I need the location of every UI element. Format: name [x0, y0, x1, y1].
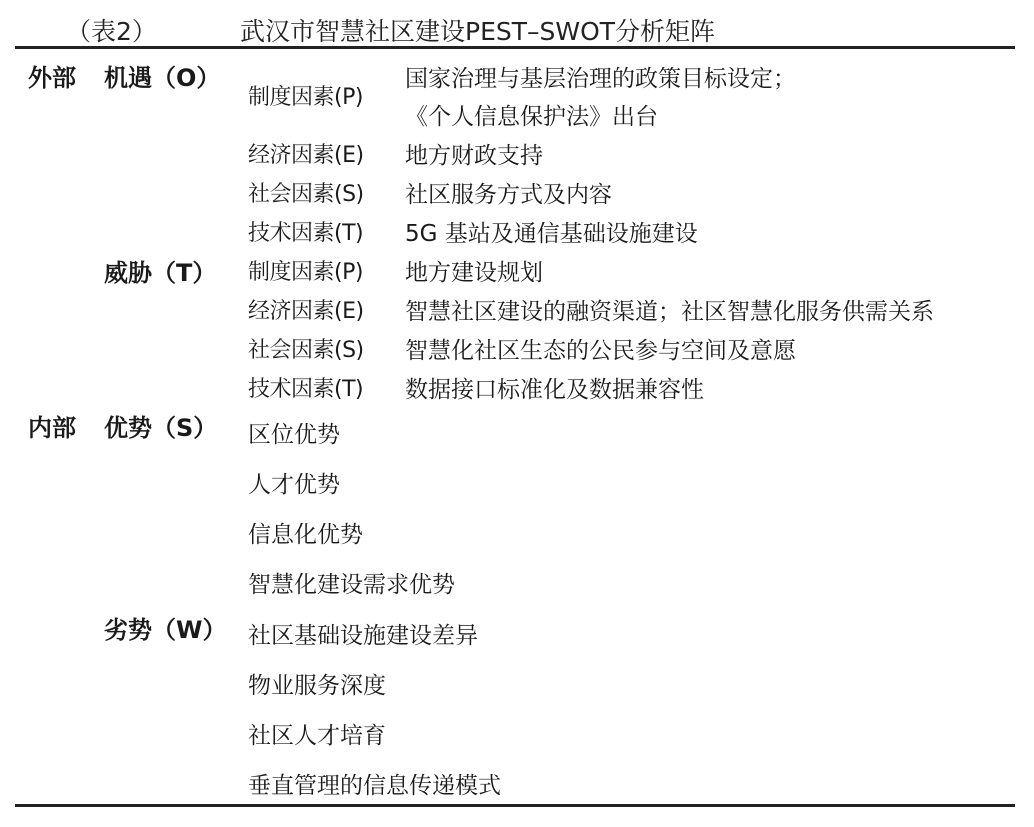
top-rule — [15, 46, 1015, 49]
list-item: 社区基础设施建设差异 — [248, 623, 478, 649]
factor-label: 社会因素(S) — [248, 338, 364, 363]
factor-label: 经济因素(E) — [248, 299, 364, 324]
opportunity-label: 机遇（O） — [104, 64, 221, 92]
list-item: 社区人才培育 — [248, 723, 386, 749]
weakness-label: 劣势（W） — [104, 616, 227, 644]
list-item: 人才优势 — [248, 472, 340, 498]
factor-description: 智慧化社区生态的公民参与空间及意愿 — [405, 338, 796, 364]
strength-label: 优势（S） — [104, 414, 218, 442]
factor-label: 社会因素(S) — [248, 182, 364, 207]
factor-description: 国家治理与基层治理的政策目标设定； — [405, 66, 796, 92]
table-number: （表2） — [66, 17, 157, 46]
factor-description: 5G 基站及通信基础设施建设 — [405, 221, 698, 247]
factor-label: 技术因素(T) — [248, 221, 364, 246]
list-item: 垂直管理的信息传递模式 — [248, 773, 501, 799]
factor-description: 社区服务方式及内容 — [405, 182, 612, 208]
factor-description: 《个人信息保护法》出台 — [405, 104, 658, 130]
factor-description: 地方建设规划 — [405, 260, 543, 286]
factor-label: 制度因素(P) — [248, 85, 363, 110]
factor-description: 地方财政支持 — [405, 143, 543, 169]
factor-label: 技术因素(T) — [248, 377, 364, 402]
table-title: 武汉市智慧社区建设PEST–SWOT分析矩阵 — [240, 17, 716, 46]
list-item: 区位优势 — [248, 422, 340, 448]
external-label: 外部 — [28, 64, 76, 92]
threat-label: 威胁（T） — [104, 259, 217, 287]
list-item: 物业服务深度 — [248, 673, 386, 699]
factor-description: 数据接口标准化及数据兼容性 — [405, 377, 704, 403]
factor-label: 经济因素(E) — [248, 143, 364, 168]
list-item: 信息化优势 — [248, 522, 363, 548]
bottom-rule — [15, 804, 1015, 807]
list-item: 智慧化建设需求优势 — [248, 572, 455, 598]
factor-description: 智慧社区建设的融资渠道；社区智慧化服务供需关系 — [405, 299, 934, 325]
internal-label: 内部 — [28, 414, 76, 442]
factor-label: 制度因素(P) — [248, 260, 363, 285]
